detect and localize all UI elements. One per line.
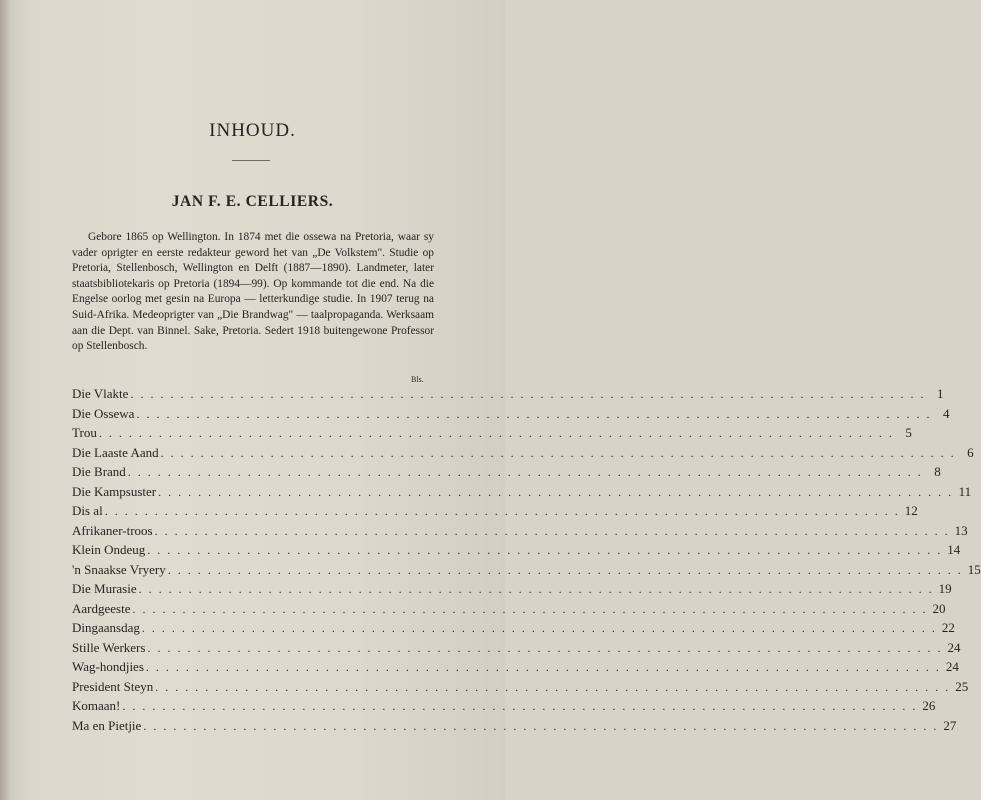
page-title: INHOUD. <box>209 120 296 141</box>
toc-leader-dots: . . . . . . . . . . . . . . . . . . . . . . . . . . . . . . . . . . . . . . . . . . . . . . . . . . . . . . . . . . . . . . . . . . . . . . . . . . . . . . . . <box>143 718 939 733</box>
toc-entry-page-number: 5 <box>905 425 912 440</box>
toc-entry-title: Ma en Pietjie <box>72 717 142 733</box>
toc-entry-title: Trou <box>72 425 97 440</box>
toc-entry-page-number: 22 <box>941 620 955 635</box>
toc-entry-title: Dis al <box>72 503 103 518</box>
title-divider <box>232 160 270 161</box>
toc-entry <box>72 678 969 699</box>
toc-leader-dots: . . . . . . . . . . . . . . . . . . . . . . . . . . . . . . . . . . . . . . . . . . . . . . . . . . . . . . . . . . . . . . . . . . . . . . . . . . . . . . . . <box>127 465 923 479</box>
toc-entry <box>72 717 957 738</box>
toc-leader-dots: . . . . . . . . . . . . . . . . . . . . . . . . . . . . . . . . . . . . . . . . . . . . . . . . . . . . . . . . . . . . . . . . . . . . . . . . . . . . . . . . <box>138 582 934 596</box>
toc-entry <box>72 561 981 582</box>
toc-entry-title: Die Murasie <box>72 581 137 596</box>
toc-leader-dots: . . . . . . . . . . . . . . . . . . . . . . . . . . . . . . . . . . . . . . . . . . . . . . . . . . . . . . . . . . . . . . . . . . . . . . . . . . . . . . . . <box>98 426 894 440</box>
toc-entry <box>72 639 961 660</box>
toc-entry <box>72 483 972 504</box>
toc-entry <box>72 698 936 718</box>
toc-leader-dots: . . . . . . . . . . . . . . . . . . . . . . . . . . . . . . . . . . . . . . . . . . . . . . . . . . . . . . . . . . . . . . . . . . . . . . . . . . . . . . . . <box>122 699 918 713</box>
toc-entry-page-number: 19 <box>938 581 952 596</box>
toc-entry <box>72 620 955 640</box>
toc-entry-page-number: 12 <box>904 503 918 518</box>
toc-entry-title: Dingaansdag <box>72 620 140 635</box>
toc-entry-title: Die Ossewa <box>72 405 135 421</box>
toc-leader-dots: . . . . . . . . . . . . . . . . . . . . . . . . . . . . . . . . . . . . . . . . . . . . . . . . . . . . . . . . . . . . . . . . . . . . . . . . . . . . . . . . <box>147 640 943 655</box>
toc-entry <box>72 600 946 621</box>
toc-entry-title: President Steyn <box>72 678 154 694</box>
toc-entry-title: 'n Snaakse Vryery <box>72 561 166 577</box>
author-name: JAN F. E. CELLIERS. <box>171 193 334 210</box>
toc-entry <box>72 405 950 426</box>
toc-entry-page-number: 15 <box>967 561 981 577</box>
toc-entry-page-number: 20 <box>932 600 946 616</box>
toc-entry-title: Aardgeeste <box>72 600 131 616</box>
toc-entry-title: Die Kampsuster <box>72 483 157 499</box>
table-of-contents <box>72 386 981 737</box>
toc-leader-dots: . . . . . . . . . . . . . . . . . . . . . . . . . . . . . . . . . . . . . . . . . . . . . . . . . . . . . . . . . . . . . . . . . . . . . . . . . . . . . . . . <box>132 601 928 616</box>
toc-entry <box>72 503 918 523</box>
toc-entry <box>72 659 959 679</box>
author-biography: Gebore 1865 op Wellington. In 1874 met die ossewa na Pretoria, waar sy vader oprigter en eerste redakteur geword het van „De Volkstem". Studie op Pretoria, Stellenbosch, Wellington en Delft (1887—1890). Landmeter, later staatsbibliotekaris op Pretoria (1894—99). Op kommande tot die end. Na die Engelse oorlog met gesin na Europa — letterkundige studie. In 1907 terug na Suid-Afrika. Medeoprigter van „Die Brandwag" — taalpropaganda. Werksaam aan die Dept. van Binnel. Sake, Pretoria. Sedert 1918 buitengewone Professor op Stellenbosch. <box>72 231 434 353</box>
toc-entry-title: Klein Ondeug <box>72 542 146 557</box>
toc-leader-dots: . . . . . . . . . . . . . . . . . . . . . . . . . . . . . . . . . . . . . . . . . . . . . . . . . . . . . . . . . . . . . . . . . . . . . . . . . . . . . . . . <box>136 406 932 421</box>
toc-leader-dots: . . . . . . . . . . . . . . . . . . . . . . . . . . . . . . . . . . . . . . . . . . . . . . . . . . . . . . . . . . . . . . . . . . . . . . . . . . . . . . . . <box>147 543 943 557</box>
toc-entry <box>72 444 974 465</box>
toc-entry-page-number: 11 <box>958 483 972 499</box>
toc-entry-title: Komaan! <box>72 698 121 713</box>
toc-entry <box>72 386 944 406</box>
toc-entry <box>72 581 952 601</box>
toc-entry <box>72 425 912 445</box>
toc-entry-title: Stille Werkers <box>72 639 146 655</box>
toc-entry-title: Afrikaner-troos <box>72 522 153 538</box>
toc-entry-title: Die Brand <box>72 464 126 479</box>
toc-entry <box>72 522 968 543</box>
toc-entry-page-number: 24 <box>945 659 959 674</box>
toc-entry-page-number: 8 <box>934 464 941 479</box>
toc-entry-page-number: 24 <box>947 639 961 655</box>
toc-leader-dots: . . . . . . . . . . . . . . . . . . . . . . . . . . . . . . . . . . . . . . . . . . . . . . . . . . . . . . . . . . . . . . . . . . . . . . . . . . . . . . . . <box>145 660 941 674</box>
toc-entry-page-number: 14 <box>947 542 961 557</box>
toc-entry-page-number: 25 <box>955 678 969 694</box>
toc-entry-page-number: 6 <box>967 444 974 460</box>
toc-entry-page-number: 13 <box>954 522 968 538</box>
toc-entry-title: Die Laaste Aand <box>72 444 159 460</box>
toc-entry-title: Wag-hondjies <box>72 659 144 674</box>
toc-entry-page-number: 1 <box>936 386 944 401</box>
toc-entry-page-number: 4 <box>942 405 950 421</box>
toc-leader-dots: . . . . . . . . . . . . . . . . . . . . . . . . . . . . . . . . . . . . . . . . . . . . . . . . . . . . . . . . . . . . . . . . . . . . . . . . . . . . . . . . <box>167 562 963 577</box>
toc-leader-dots: . . . . . . . . . . . . . . . . . . . . . . . . . . . . . . . . . . . . . . . . . . . . . . . . . . . . . . . . . . . . . . . . . . . . . . . . . . . . . . . . <box>141 621 937 635</box>
toc-leader-dots: . . . . . . . . . . . . . . . . . . . . . . . . . . . . . . . . . . . . . . . . . . . . . . . . . . . . . . . . . . . . . . . . . . . . . . . . . . . . . . . . <box>155 679 951 694</box>
toc-entry <box>72 542 961 562</box>
toc-entry-title: Die Vlakte <box>72 386 129 401</box>
page-column-label: Bls. <box>411 375 424 384</box>
toc-entry-page-number: 26 <box>922 698 936 713</box>
toc-leader-dots: . . . . . . . . . . . . . . . . . . . . . . . . . . . . . . . . . . . . . . . . . . . . . . . . . . . . . . . . . . . . . . . . . . . . . . . . . . . . . . . . <box>154 523 950 538</box>
toc-leader-dots: . . . . . . . . . . . . . . . . . . . . . . . . . . . . . . . . . . . . . . . . . . . . . . . . . . . . . . . . . . . . . . . . . . . . . . . . . . . . . . . . <box>160 445 956 460</box>
toc-leader-dots: . . . . . . . . . . . . . . . . . . . . . . . . . . . . . . . . . . . . . . . . . . . . . . . . . . . . . . . . . . . . . . . . . . . . . . . . . . . . . . . . <box>158 484 954 499</box>
toc-leader-dots: . . . . . . . . . . . . . . . . . . . . . . . . . . . . . . . . . . . . . . . . . . . . . . . . . . . . . . . . . . . . . . . . . . . . . . . . . . . . . . . . <box>130 387 926 401</box>
toc-leader-dots: . . . . . . . . . . . . . . . . . . . . . . . . . . . . . . . . . . . . . . . . . . . . . . . . . . . . . . . . . . . . . . . . . . . . . . . . . . . . . . . . <box>104 504 900 518</box>
toc-entry <box>72 464 941 484</box>
toc-entry-page-number: 27 <box>943 717 957 733</box>
